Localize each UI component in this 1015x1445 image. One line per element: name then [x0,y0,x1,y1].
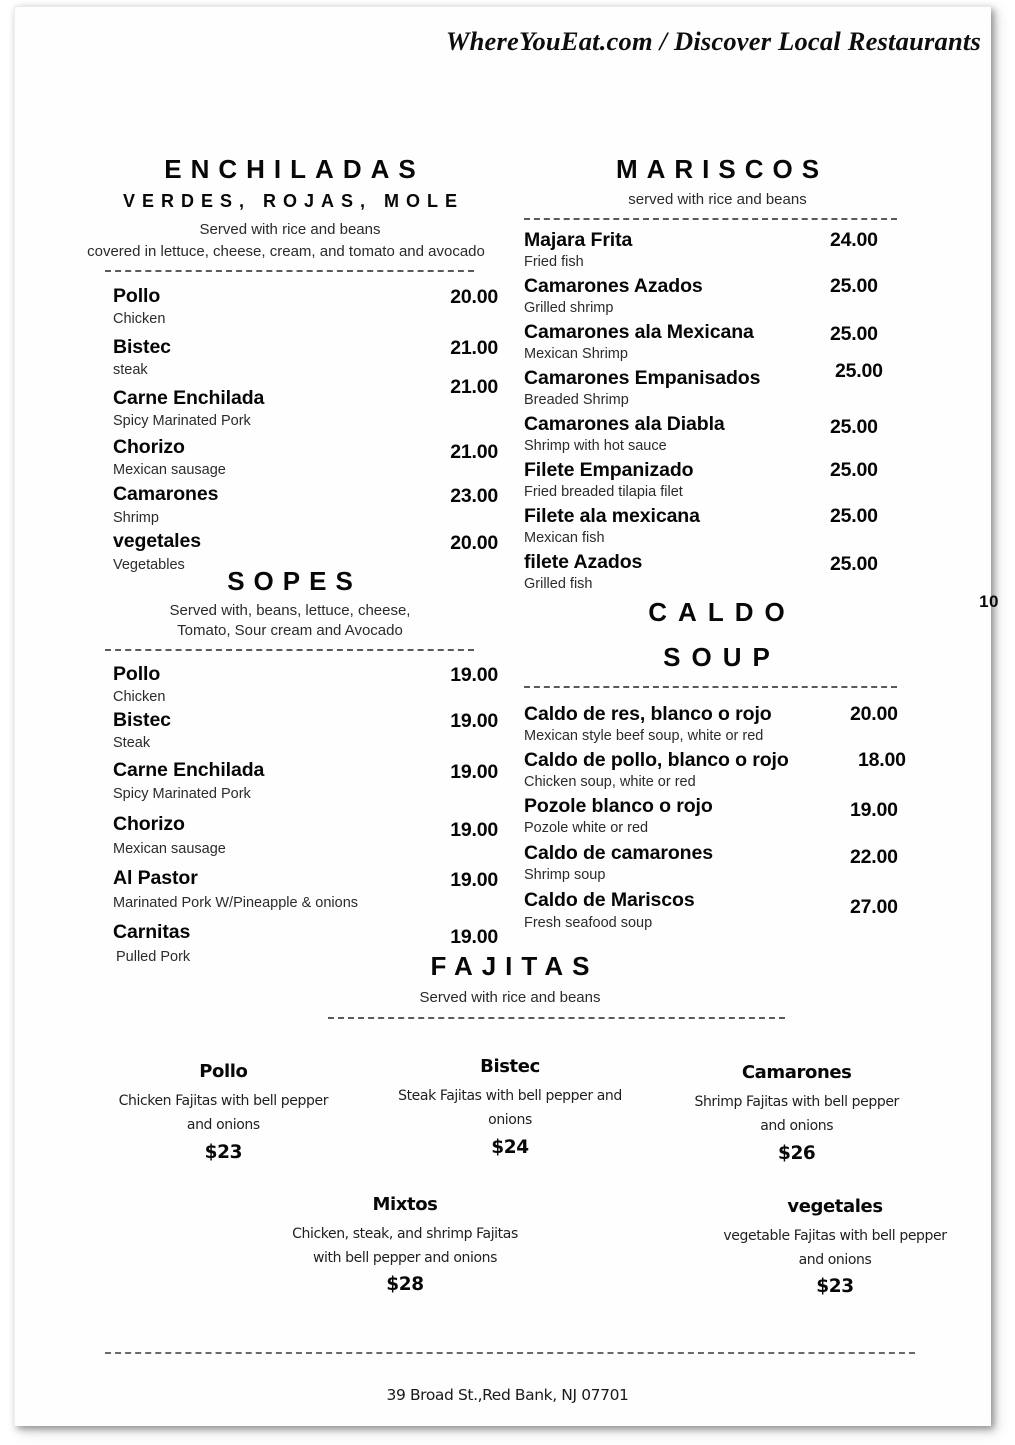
section-enchiladas [80,155,500,573]
fajita-card [190,1194,620,1297]
item-name: Camarones [113,482,219,505]
item-price: 19.00 [450,709,498,732]
item-price: 25.00 [830,416,878,439]
enchiladas-title: ENCHILADAS [164,154,425,184]
menu-item [510,843,925,889]
item-price: 21.00 [450,336,498,359]
item-price: 20.00 [450,531,498,554]
enchiladas-divider [105,270,474,272]
item-price: 25.00 [830,553,878,576]
fajita-description-line-2: onions [488,1112,532,1129]
fajita-card [620,1196,1015,1297]
menu-item [80,664,500,706]
item-price: 24.00 [830,229,878,252]
fajita-name: Mixtos [372,1193,438,1215]
fajita-name: vegetales [787,1195,883,1217]
menu-item [80,337,500,379]
menu-item [510,552,925,596]
menu-item [80,868,500,912]
caldo-title-2: SOUP [663,641,781,672]
item-description: Grilled fish [524,576,593,593]
menu-item [80,437,500,479]
fajita-description-line-2: and onions [760,1118,834,1135]
sopes-title: SOPES [227,565,362,596]
item-description: Spicy Marinated Pork [113,412,251,429]
item-description: Mexican style beef soup, white or red [524,728,764,745]
item-name: Bistec [113,335,171,358]
fajita-card [80,1061,367,1163]
item-price: 19.00 [450,663,498,686]
fajita-description-line-1: Chicken Fajitas with bell pepper [118,1093,329,1110]
page-number: 10 [979,592,999,611]
item-description: Grilled shrimp [524,300,614,317]
mariscos-title: MARISCOS [615,154,829,184]
menu-item [510,506,925,552]
item-name: Chorizo [113,812,185,835]
item-name: Chorizo [113,435,185,458]
fajita-description-line-2: and onions [798,1251,872,1268]
item-description: Mexican Shrimp [524,346,628,363]
menu-item [510,230,925,276]
enchiladas-note-2: covered in lettuce, cheese, cream, and tomato and avocado [87,243,485,261]
menu-item [80,760,500,804]
menu-item [80,484,500,526]
footer-address: 39 Broad St.,Red Bank, NJ 07701 [386,1386,629,1404]
item-description: Chicken soup, white or red [524,774,696,791]
item-description: Pozole white or red [524,820,649,837]
item-price: 21.00 [450,375,498,398]
fajita-description-line-2: with bell pepper and onions [312,1249,498,1266]
item-price: 19.00 [450,868,498,891]
menu-item [80,286,500,328]
item-price: 21.00 [450,440,498,463]
menu-item [80,375,500,432]
menu-item [510,460,925,506]
caldo-divider [524,686,897,688]
item-description: Pulled Pork [116,948,191,965]
item-name: Caldo de camarones [524,841,713,864]
item-name: Carne Enchilada [113,386,265,409]
item-description: Chicken [113,688,166,705]
menu-item [80,814,500,858]
enchiladas-note-1: Served with rice and beans [199,221,381,239]
fajita-name: Camarones [741,1062,852,1084]
fajita-description-line-2: and onions [186,1117,260,1134]
item-description: Breaded Shrimp [524,392,629,409]
item-name: Majara Frita [524,229,633,252]
item-description: Shrimp with hot sauce [524,438,667,455]
item-name: Filete Empanizado [524,459,694,482]
fajita-name: Bistec [480,1056,540,1078]
fajitas-note-1: Served with rice and beans [419,988,601,1006]
item-price: 20.00 [450,285,498,308]
menu-item [510,704,925,750]
fajita-price: $23 [816,1275,854,1297]
fajita-description-line-1: Chicken, steak, and shrimp Fajitas [292,1225,518,1242]
item-price: 19.00 [450,818,498,841]
item-name: Pollo [113,284,161,307]
item-name: Filete ala mexicana [524,505,700,528]
caldo-title: CALDO [648,597,796,628]
item-price: 19.00 [850,798,898,821]
item-name: Bistec [113,708,171,731]
item-price: 25.00 [830,459,878,482]
item-name: Camarones ala Diabla [524,413,725,436]
item-price: 25.00 [830,323,878,346]
menu-item [510,750,925,796]
sopes-divider [105,649,474,651]
item-description: Steak [113,734,151,751]
item-price: 20.00 [850,702,898,725]
item-name: Pollo [113,662,161,685]
item-description: Fried fish [524,254,584,271]
fajita-description-line-1: vegetable Fajitas with bell pepper [723,1227,947,1244]
fajita-description-line-1: Shrimp Fajitas with bell pepper [694,1094,899,1111]
item-name: Carnitas [113,920,191,943]
item-name: Camarones ala Mexicana [524,321,754,344]
enchiladas-subtitle: VERDES, ROJAS, MOLE [122,190,465,211]
left-column [80,155,500,966]
fajita-price: $28 [386,1273,424,1295]
section-fajitas [80,951,947,1297]
item-description: Shrimp [113,509,159,526]
fajitas-row-2 [80,1194,1015,1297]
section-mariscos [510,155,925,596]
sopes-note-1: Served with, beans, lettuce, cheese, [169,602,411,620]
right-column [510,155,925,936]
section-sopes [80,567,500,966]
item-name: Caldo de pollo, blanco o rojo [524,748,789,771]
item-description: Fried breaded tilapia filet [524,484,683,501]
item-description: Spicy Marinated Pork [113,785,251,802]
item-name: vegetales [113,529,201,552]
item-price: 18.00 [858,748,906,771]
item-name: filete Azados [524,551,643,574]
item-description: Mexican sausage [113,840,226,857]
item-price: 19.00 [450,925,498,948]
fajitas-divider [328,1017,785,1019]
item-description: Mexican sausage [113,461,226,478]
item-price: 23.00 [450,484,498,507]
fajitas-title: FAJITAS [430,951,599,981]
item-price: 25.00 [830,505,878,528]
fajitas-row-1 [80,1056,940,1164]
mariscos-note-1: served with rice and beans [628,190,807,208]
fajita-price: $23 [204,1141,243,1163]
item-description: steak [113,361,148,378]
item-price: 22.00 [850,845,898,868]
item-name: Camarones Azados [524,275,703,298]
fajita-description-line-1: Steak Fajitas with bell pepper and [398,1088,622,1105]
fajita-name: Pollo [199,1061,248,1083]
menu-item [80,531,500,573]
item-description: Fresh seafood soup [524,915,653,932]
menu-item [510,360,925,414]
menu-item [510,414,925,460]
footer-divider [105,1352,915,1354]
item-name: Al Pastor [113,866,198,889]
fajita-price: $24 [491,1136,529,1158]
mariscos-divider [524,218,897,220]
menu-item [510,796,925,842]
fajita-price: $26 [777,1142,816,1164]
item-price: 25.00 [830,275,878,298]
item-description: Mexican fish [524,530,605,547]
item-description: Marinated Pork W/Pineapple & onions [113,894,359,911]
item-name: Carne Enchilada [113,758,265,781]
item-name: Camarones Empanisados [524,367,761,390]
item-description: Vegetables [113,556,185,573]
item-description: Shrimp soup [524,867,606,884]
item-name: Pozole blanco o rojo [524,794,713,817]
item-price: 27.00 [850,895,898,918]
item-name: Caldo de Mariscos [524,888,695,911]
fajita-card [367,1056,654,1163]
menu-item [510,276,925,322]
fajita-card [653,1062,940,1163]
menu-item [80,710,500,752]
item-price: 19.00 [450,760,498,783]
site-watermark: WhereYouEat.com / Discover Local Restaurants [445,26,981,56]
item-description: Chicken [113,310,166,327]
item-price: 25.00 [835,360,883,383]
menu-item [510,890,925,936]
item-name: Caldo de res, blanco o rojo [524,702,772,725]
sopes-note-2: Tomato, Sour cream and Avocado [177,622,403,640]
section-caldo [510,598,925,935]
